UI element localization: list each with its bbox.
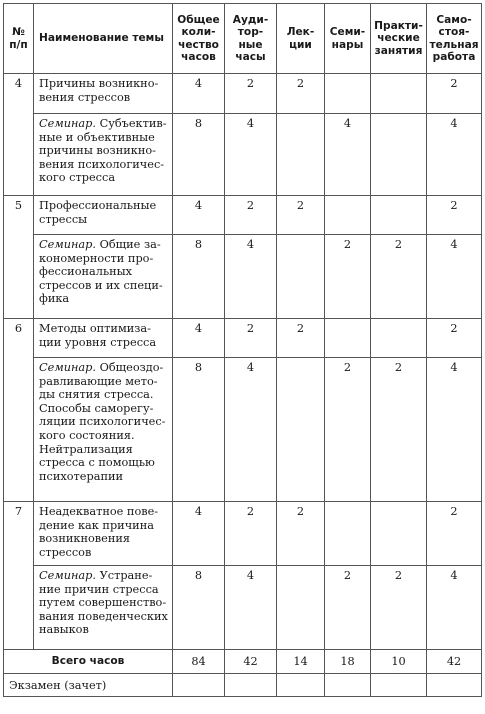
lectures-cell: 2	[277, 74, 325, 114]
table-row	[4, 319, 482, 358]
independent-cell: 4	[427, 235, 482, 319]
header-num-label: № п/п	[9, 26, 28, 51]
exam-cell	[173, 674, 225, 697]
auditory-hours-cell: 4	[225, 114, 277, 196]
header-lectures-label: Лек-ции	[286, 26, 315, 51]
header-independent-label: Само-стоя-тельная работа	[429, 13, 479, 63]
practical-cell	[371, 114, 427, 196]
total-hours-cell: 4	[173, 319, 225, 358]
header-seminars	[325, 4, 371, 74]
practical-cell: 2	[371, 235, 427, 319]
independent-cell: 2	[427, 74, 482, 114]
exam-label: Экзамен (зачет)	[4, 674, 173, 697]
exam-cell	[371, 674, 427, 697]
topic-title: Общеоздо-равливающие мето-ды снятия стресса. Способы саморегу-ляции психологичес-кого состояния. Нейтрализация стресса с помощью психотерапии	[39, 361, 166, 483]
totals-practical: 10	[371, 650, 427, 674]
exam-row	[4, 674, 482, 697]
table-row	[4, 74, 482, 114]
topic-title: Устране-ние причин стресса путем совершенство-вания поведенческих навыков	[39, 569, 168, 637]
total-hours-cell: 8	[173, 566, 225, 650]
header-total-label: Общее коли-чество часов	[177, 13, 220, 63]
seminars-cell: 4	[325, 114, 371, 196]
topic-cell	[34, 114, 173, 196]
auditory-hours-cell: 2	[225, 319, 277, 358]
practical-cell: 2	[371, 566, 427, 650]
header-name-label: Наименование темы	[39, 32, 164, 45]
topic-title: Причины возникно-вения стрессов	[39, 77, 159, 104]
seminar-label: Семинар.	[39, 569, 96, 582]
seminars-cell	[325, 74, 371, 114]
total-hours-cell: 4	[173, 74, 225, 114]
topic-cell	[34, 358, 173, 502]
total-hours-cell: 4	[173, 502, 225, 566]
header-num	[4, 4, 34, 74]
independent-cell: 2	[427, 196, 482, 235]
lectures-cell	[277, 235, 325, 319]
topic-cell	[34, 319, 173, 358]
topic-cell	[34, 502, 173, 566]
topic-title: Субъектив-ные и объективные причины возникно-вения психологичес-кого стресса	[39, 117, 167, 185]
practical-cell: 2	[371, 358, 427, 502]
auditory-hours-cell: 2	[225, 196, 277, 235]
practical-cell	[371, 502, 427, 566]
independent-cell: 4	[427, 358, 482, 502]
header-auditory	[225, 4, 277, 74]
header-practical-label: Практи-ческие занятия	[374, 19, 423, 57]
exam-cell	[427, 674, 482, 697]
lectures-cell: 2	[277, 319, 325, 358]
seminars-cell	[325, 502, 371, 566]
header-practical	[371, 4, 427, 74]
topic-title: Неадекватное пове-дение как причина возникновения стрессов	[39, 505, 159, 559]
lectures-cell	[277, 566, 325, 650]
totals-row	[4, 650, 482, 674]
topic-title: Общие за-кономерности про-фессиональных стрессов и их специ-фика	[39, 238, 163, 306]
exam-cell	[277, 674, 325, 697]
section-number: 7	[4, 502, 34, 650]
topic-title: Методы оптимиза-ции уровня стресса	[39, 322, 157, 349]
totals-label: Всего часов	[4, 650, 173, 674]
independent-cell: 2	[427, 502, 482, 566]
auditory-hours-cell: 2	[225, 74, 277, 114]
total-hours-cell: 8	[173, 358, 225, 502]
auditory-hours-cell: 4	[225, 358, 277, 502]
table-row	[4, 196, 482, 235]
topic-title: Профессиональные стрессы	[39, 199, 157, 226]
totals-independent: 42	[427, 650, 482, 674]
totals-lectures: 14	[277, 650, 325, 674]
exam-cell	[225, 674, 277, 697]
seminars-cell: 2	[325, 566, 371, 650]
seminar-label: Семинар.	[39, 117, 96, 130]
auditory-hours-cell: 4	[225, 235, 277, 319]
header-lectures	[277, 4, 325, 74]
topic-cell	[34, 196, 173, 235]
table-row	[4, 235, 482, 319]
totals-auditory-hours: 42	[225, 650, 277, 674]
practical-cell	[371, 196, 427, 235]
header-name	[34, 4, 173, 74]
table-row	[4, 566, 482, 650]
seminars-cell	[325, 196, 371, 235]
total-hours-cell: 8	[173, 114, 225, 196]
seminar-label: Семинар.	[39, 361, 96, 374]
table-body	[4, 74, 482, 697]
header-independent	[427, 4, 482, 74]
independent-cell: 2	[427, 319, 482, 358]
seminar-label: Семинар.	[39, 238, 96, 251]
section-number: 4	[4, 74, 34, 196]
section-number: 6	[4, 319, 34, 502]
exam-cell	[325, 674, 371, 697]
total-hours-cell: 4	[173, 196, 225, 235]
auditory-hours-cell: 4	[225, 566, 277, 650]
lectures-cell: 2	[277, 196, 325, 235]
total-hours-cell: 8	[173, 235, 225, 319]
header-seminars-label: Семи-нары	[329, 26, 366, 51]
practical-cell	[371, 74, 427, 114]
header-auditory-label: Ауди-тор-ные часы	[232, 13, 269, 63]
totals-total-hours: 84	[173, 650, 225, 674]
practical-cell	[371, 319, 427, 358]
table-row	[4, 114, 482, 196]
independent-cell: 4	[427, 566, 482, 650]
table-row	[4, 358, 482, 502]
topic-cell	[34, 566, 173, 650]
auditory-hours-cell: 2	[225, 502, 277, 566]
seminars-cell: 2	[325, 358, 371, 502]
seminars-cell	[325, 319, 371, 358]
lectures-cell	[277, 358, 325, 502]
lectures-cell: 2	[277, 502, 325, 566]
table-row	[4, 502, 482, 566]
topic-cell	[34, 74, 173, 114]
curriculum-table-wrapper	[3, 3, 482, 697]
independent-cell: 4	[427, 114, 482, 196]
header-row	[4, 4, 482, 74]
totals-seminars: 18	[325, 650, 371, 674]
header-total	[173, 4, 225, 74]
seminars-cell: 2	[325, 235, 371, 319]
curriculum-table	[3, 3, 482, 697]
lectures-cell	[277, 114, 325, 196]
topic-cell	[34, 235, 173, 319]
section-number: 5	[4, 196, 34, 319]
